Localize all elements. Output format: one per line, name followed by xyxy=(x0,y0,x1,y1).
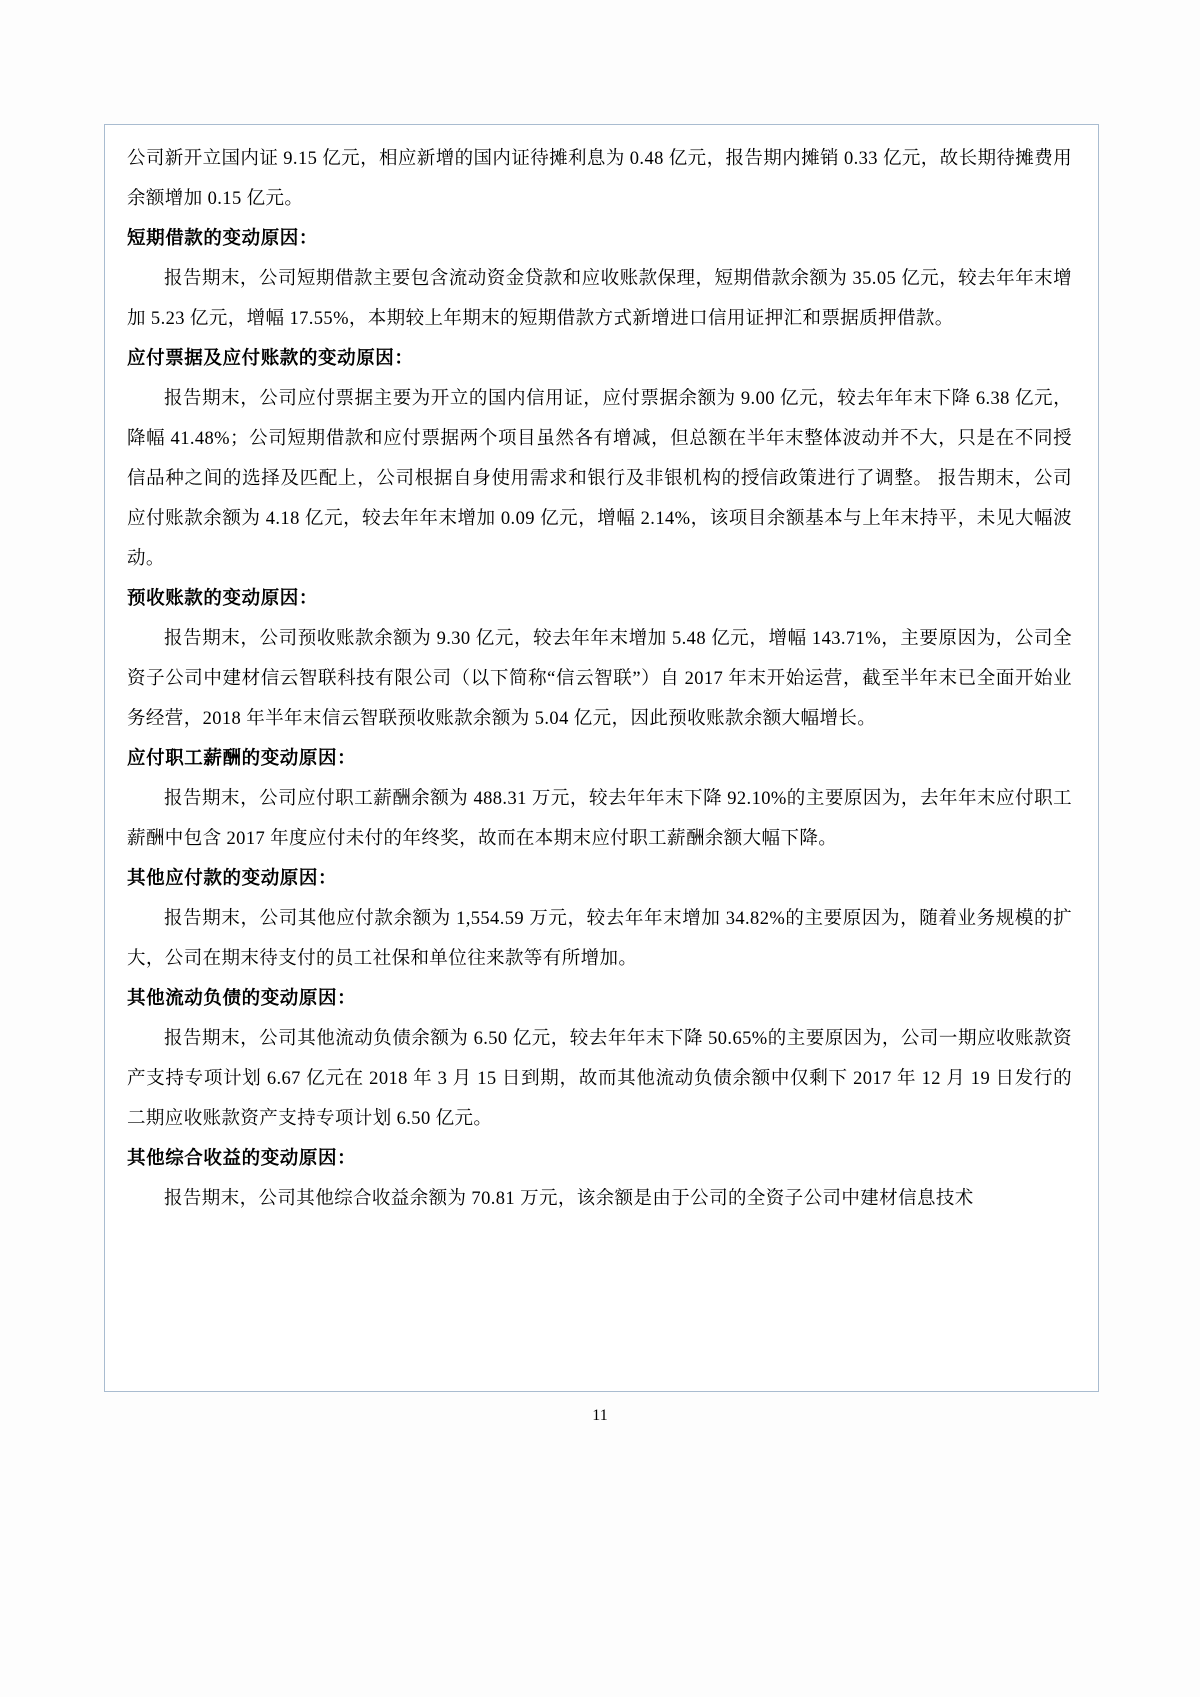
document-body xyxy=(127,139,1072,1219)
paragraph: 报告期末，公司其他流动负债余额为 6.50 亿元，较去年年末下降 50.65%的主要原因为，公司一期应收账款资产支持专项计划 6.67 亿元在 2018 年 3 月 15 日到期，故而其他流动负债余额中仅剩下 2017 年 12 月 19 日发行的二期应收账款资产支持专项计划 6.50 亿元。 xyxy=(127,1029,1072,1129)
section-heading-notes-and-accounts-payable: 应付票据及应付账款的变动原因： xyxy=(127,349,414,369)
section-heading-short-term-loans: 短期借款的变动原因： xyxy=(127,229,319,249)
paragraph: 报告期末，公司应付职工薪酬余额为 488.31 万元，较去年年末下降 92.10%的主要原因为，去年年末应付职工薪酬中包含 2017 年度应付未付的年终奖，故而在本期末应付职工薪酬余额大幅下降。 xyxy=(127,789,1072,849)
section-heading-other-comprehensive-income: 其他综合收益的变动原因： xyxy=(127,1149,357,1169)
paragraph: 报告期末，公司应付票据主要为开立的国内信用证，应付票据余额为 9.00 亿元，较去年年末下降 6.38 亿元，降幅 41.48%；公司短期借款和应付票据两个项目虽然各有增减，但总额在半年末整体波动并不大，只是在不同授信品种之间的选择及匹配上，公司根据自身使用需求和银行及非银机构的授信政策进行了调整。 报告期末，公司应付账款余额为 4.18 亿元，较去年年末增加 0.09 亿元，增幅 2.14%，该项目余额基本与上年末持平，未见大幅波动。 xyxy=(127,389,1072,569)
page-text-frame xyxy=(104,124,1099,1392)
paragraph: 报告期末，公司其他综合收益余额为 70.81 万元，该余额是由于公司的全资子公司中建材信息技术 xyxy=(164,1189,974,1209)
page-number: 11 xyxy=(592,1407,608,1424)
paragraph: 报告期末，公司预收账款余额为 9.30 亿元，较去年年末增加 5.48 亿元，增幅 143.71%，主要原因为，公司全资子公司中建材信云智联科技有限公司（以下简称“信云智联”）自 2017 年末开始运营，截至半年末已全面开始业务经营，2018 年半年末信云智联预收账款余额为 5.04 亿元，因此预收账款余额大幅增长。 xyxy=(127,629,1072,729)
paragraph: 公司新开立国内证 9.15 亿元，相应新增的国内证待摊利息为 0.48 亿元，报告期内摊销 0.33 亿元，故长期待摊费用余额增加 0.15 亿元。 xyxy=(127,149,1072,209)
section-heading-other-current-liabilities: 其他流动负债的变动原因： xyxy=(127,989,357,1009)
section-heading-employee-compensation-payable: 应付职工薪酬的变动原因： xyxy=(127,749,357,769)
paragraph: 报告期末，公司短期借款主要包含流动资金贷款和应收账款保理，短期借款余额为 35.05 亿元，较去年年末增加 5.23 亿元，增幅 17.55%，本期较上年期末的短期借款方式新增进口信用证押汇和票据质押借款。 xyxy=(127,269,1072,329)
section-heading-advances-received: 预收账款的变动原因： xyxy=(127,589,319,609)
paragraph: 报告期末，公司其他应付款余额为 1,554.59 万元，较去年年末增加 34.82%的主要原因为，随着业务规模的扩大，公司在期末待支付的员工社保和单位往来款等有所增加。 xyxy=(127,909,1072,969)
section-heading-other-payables: 其他应付款的变动原因： xyxy=(127,869,338,889)
